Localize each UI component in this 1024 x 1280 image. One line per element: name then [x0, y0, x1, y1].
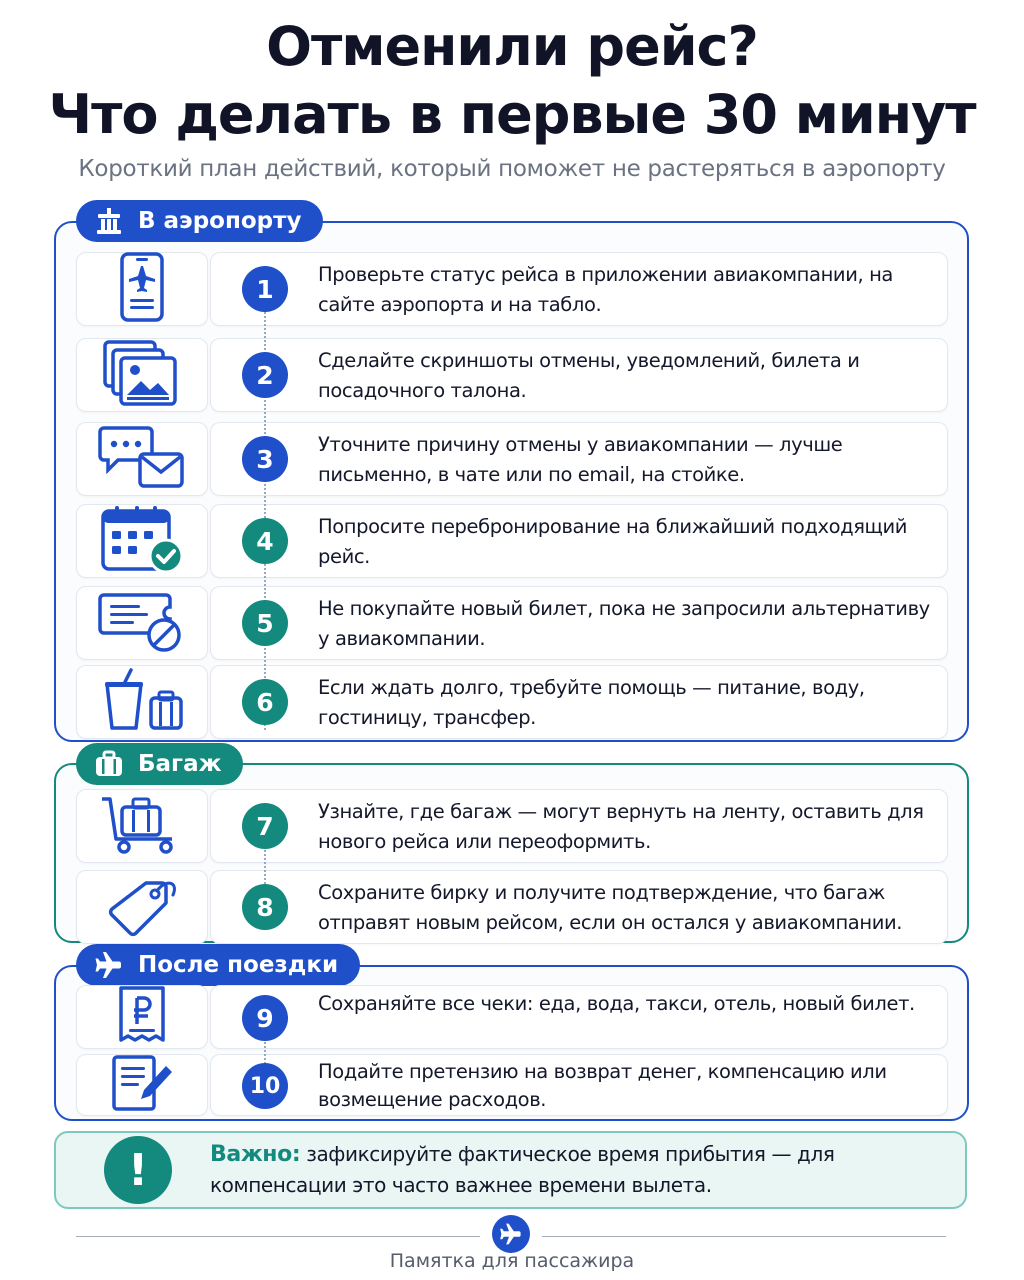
page-title-line-1: Отменили рейс?: [266, 15, 758, 78]
suitcase-icon: [94, 750, 124, 778]
important-text-block: [210, 1139, 965, 1200]
step-icon-card: [76, 1054, 208, 1116]
step-icon-card: [76, 422, 208, 496]
step-text: Если ждать долго, требуйте помощь — питание, воду, гостиницу, трансфер.: [318, 676, 865, 729]
footer-divider: [76, 1236, 480, 1237]
luggage-cart-icon: [100, 793, 184, 860]
step-number: 10: [242, 1063, 288, 1109]
step-text: Узнайте, где багаж — могут вернуть на ленту, оставить для нового рейса или переоформить.: [318, 800, 924, 853]
page-subtitle: Короткий план действий, который поможет не растеряться в аэропорту: [78, 156, 946, 182]
important-note: [54, 1131, 967, 1209]
step-row: [76, 586, 948, 660]
step-icon-card: [76, 789, 208, 863]
section-baggage-header: [76, 743, 243, 785]
step-row: [76, 985, 948, 1049]
phone-plane-icon: [112, 252, 172, 327]
step-number: 7: [242, 803, 288, 849]
airport-icon: [94, 206, 124, 236]
section-airport-header: [76, 200, 323, 242]
section-after-trip-label: После поездки: [138, 952, 339, 978]
step-number: 5: [242, 600, 288, 646]
step-row: [76, 870, 948, 944]
step-icon-card: [76, 586, 208, 660]
section-after-trip-header: [76, 944, 360, 986]
step-row: [76, 665, 948, 739]
step-icon-card: [76, 870, 208, 944]
step-icon-card: [76, 338, 208, 412]
step-text: Сохраняйте все чеки: еда, вода, такси, отель, новый билет.: [318, 992, 915, 1015]
footer-caption: Памятка для пассажира: [389, 1250, 635, 1272]
calendar-check-icon: [100, 504, 184, 579]
step-number: 3: [242, 436, 288, 482]
ticket-no-icon: [98, 589, 186, 658]
step-text: Проверьте статус рейса в приложении авиакомпании, на сайте аэропорта и на табло.: [318, 263, 893, 316]
page-title-line-2: Что делать в первые 30 минут: [48, 83, 976, 146]
step-number: 8: [242, 884, 288, 930]
drink-luggage-icon: [101, 668, 183, 737]
step-text: Уточните причину отмены у авиакомпании — лучше письменно, в чате или по email, на стойке.: [318, 433, 843, 486]
step-number: 2: [242, 352, 288, 398]
step-row: [76, 1054, 948, 1116]
step-row: [76, 789, 948, 863]
plane-icon: [492, 1215, 530, 1253]
tag-icon: [106, 873, 178, 942]
step-icon-card: [76, 665, 208, 739]
screenshots-icon: [102, 339, 182, 412]
step-row: [76, 252, 948, 326]
exclamation-icon: !: [104, 1136, 172, 1204]
plane-icon: [94, 950, 124, 980]
step-number: 9: [242, 995, 288, 1041]
step-text: Не покупайте новый билет, пока не запросили альтернативу у авиакомпании.: [318, 597, 930, 650]
step-number: 4: [242, 518, 288, 564]
receipt-ruble-icon: [117, 986, 167, 1049]
step-row: [76, 504, 948, 578]
step-text: Попросите перебронирование на ближайший подходящий рейс.: [318, 515, 908, 568]
step-icon-card: [76, 985, 208, 1049]
document-pen-icon: [110, 1054, 174, 1117]
step-icon-card: [76, 504, 208, 578]
step-number: 6: [242, 679, 288, 725]
section-baggage-label: Багаж: [138, 751, 222, 777]
step-text: Подайте претензию на возврат денег, компенсацию или возмещение расходов.: [318, 1060, 887, 1111]
step-row: [76, 422, 948, 496]
important-label: Важно:: [210, 1142, 301, 1167]
section-airport-label: В аэропорту: [138, 208, 302, 234]
step-text: Сделайте скриншоты отмены, уведомлений, билета и посадочного талона.: [318, 349, 860, 402]
chat-mail-icon: [98, 424, 186, 495]
step-number: 1: [242, 266, 288, 312]
step-icon-card: [76, 252, 208, 326]
footer-divider: [542, 1236, 946, 1237]
step-row: [76, 338, 948, 412]
important-text: зафиксируйте фактическое время прибытия — для компенсации это часто важнее времени вылета.: [210, 1142, 835, 1197]
step-text: Сохраните бирку и получите подтверждение, что багаж отправят новым рейсом, если он остался у авиакомпании.: [318, 881, 903, 934]
